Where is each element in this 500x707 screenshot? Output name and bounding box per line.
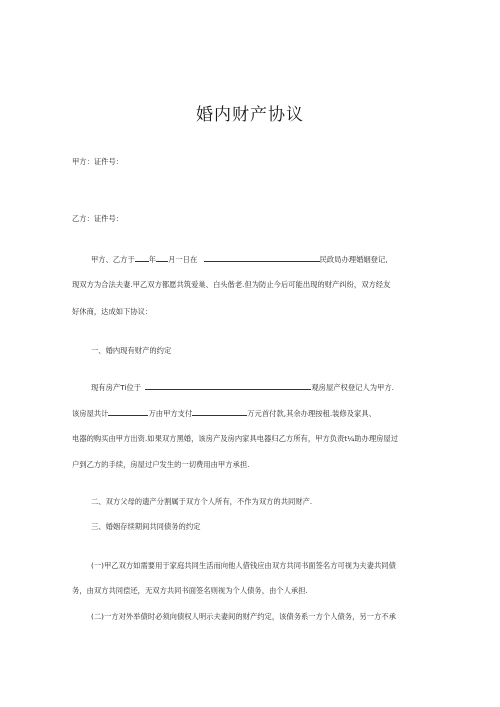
party-b-line: 乙方：证件号：	[72, 214, 124, 223]
house-line-4: 户到乙方的手续，房屋过户发生的一切费用由甲方承担.	[72, 460, 250, 469]
month-blank	[156, 254, 168, 262]
year-blank	[135, 254, 149, 262]
house-text-5: 万元首付款,其余办理按租.装修及家具、	[247, 409, 376, 418]
house-line-3: 电器的购买由甲方出资.如果双方黑婚，该房产及房内家具电器归乙方所有，甲方负责t¼助办理房屋过	[72, 434, 399, 443]
total-blank	[108, 408, 148, 416]
section-2-text: 二、双方父母的遗产分割属于双方个人所有，不作为双方的共同财产.	[91, 497, 313, 506]
intro-text-4: 民政局办理婚姻登记,	[319, 255, 388, 264]
house-text-3: 该房屋共计	[72, 409, 109, 418]
house-text-4: 万由甲方支付	[148, 409, 193, 418]
downpayment-blank	[192, 408, 247, 416]
party-a-line: 甲方：证件号：	[72, 157, 124, 166]
location-blank	[145, 382, 311, 390]
section-3-heading: 三、婚姻存续期间共同债务的约定	[91, 522, 201, 531]
section-1-heading: 一、婚内现有财产的约定	[91, 346, 172, 355]
registry-blank	[204, 254, 320, 262]
intro-text-1: 甲方、乙方于	[91, 255, 135, 264]
house-text-2: 观房屋产权登记人为甲方.	[311, 383, 394, 392]
debt-1-line-2: 务，由双方共同偿还，无双方共同书面签名则视为个人债务，由个人承担.	[72, 586, 308, 595]
intro-text-2: 年	[148, 255, 157, 264]
house-line-2	[72, 408, 376, 419]
house-line-1	[91, 382, 394, 393]
house-text-1: 现有房产Ti位于	[91, 383, 142, 392]
document-title: 婚内财产协议	[196, 105, 304, 125]
debt-1-line-1: (一)甲乙双方如需要用于家庭共同生活而向他人借钱应由双方共同书面签名方可视为夫妻共同债	[91, 561, 396, 570]
intro-text-3: 月一日在	[168, 255, 198, 264]
intro-line-1	[91, 254, 388, 265]
intro-line-2: 现双方为合法夫妻.甲乙双方都愿共筑爱巢、白头偕老.但为防止今后可能出现的财产纠纷，双方经友	[72, 280, 391, 289]
intro-line-3: 好休商，达成如下协议：	[72, 307, 153, 316]
debt-2-line-1: (二)一方对外举债时必须向债权人明示夫妻间的财产约定，该债务系一方个人债务，另一方不承	[91, 612, 396, 621]
